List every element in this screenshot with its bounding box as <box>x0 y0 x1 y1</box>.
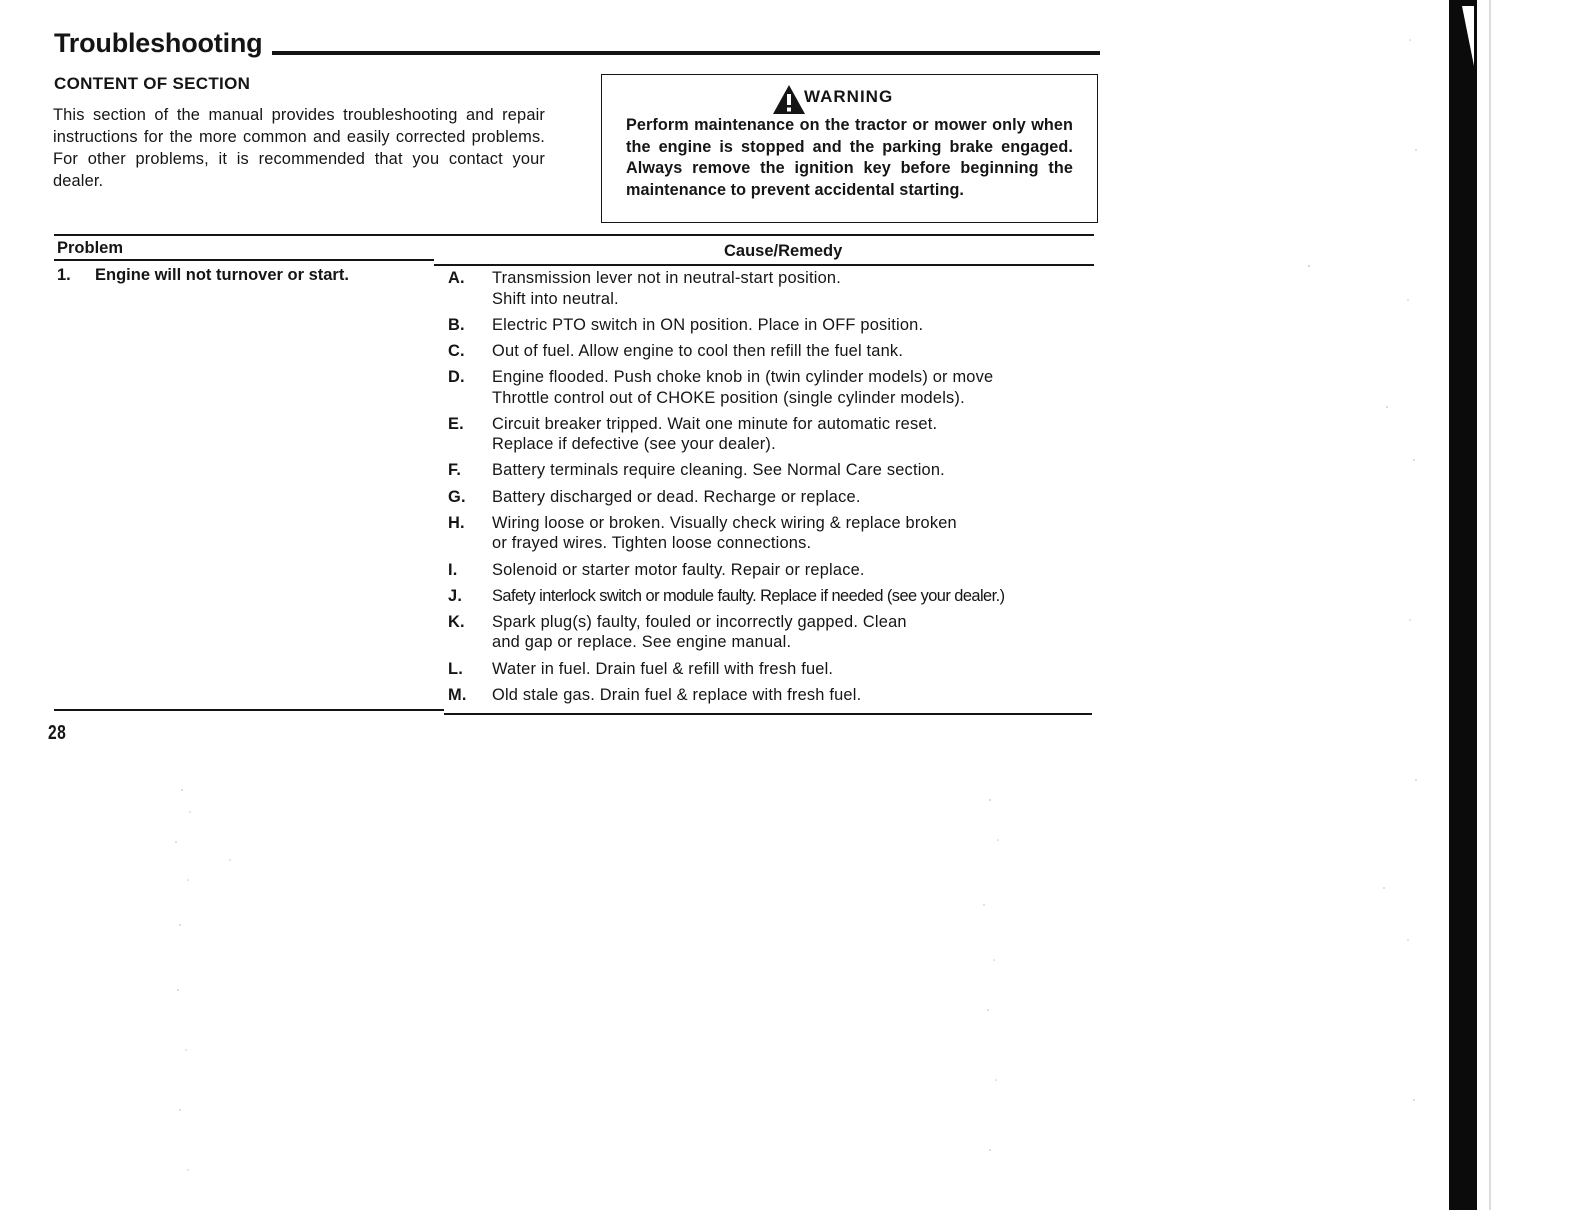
remedy-text <box>492 487 1094 508</box>
column-header-cause-remedy: Cause/Remedy <box>724 242 843 260</box>
remedy-line-1: Battery terminals require cleaning. See Normal Care section. <box>492 461 945 480</box>
remedy-text <box>492 268 1094 309</box>
remedy-item <box>444 268 1094 309</box>
remedy-text <box>492 586 1094 607</box>
table-top-rule <box>54 234 1094 236</box>
remedy-item <box>444 685 1094 706</box>
remedy-line-1: Safety interlock switch or module faulty. Replace if needed (see your dealer.) <box>492 586 1005 605</box>
remedy-item <box>444 586 1094 607</box>
warning-header <box>772 81 893 115</box>
remedy-line-1: Out of fuel. Allow engine to cool then refill the fuel tank. <box>492 341 904 360</box>
remedy-text <box>492 367 1094 408</box>
remedy-text <box>492 612 1094 653</box>
remedy-item <box>444 659 1094 680</box>
remedy-line-1: Wiring loose or broken. Visually check wiring & replace broken <box>492 513 957 532</box>
remedy-line-2: Throttle control out of CHOKE position (single cylinder models). <box>492 388 965 407</box>
remedy-line-1: Solenoid or starter motor faulty. Repair or replace. <box>492 560 865 579</box>
remedy-line-1: Battery discharged or dead. Recharge or replace. <box>492 487 861 506</box>
remedy-text <box>492 460 1094 481</box>
remedy-letter: L. <box>448 659 463 678</box>
remedy-letter: A. <box>448 269 465 287</box>
remedy-line-2: Shift into neutral. <box>492 289 619 308</box>
remedy-line-2: and gap or replace. See engine manual. <box>492 633 792 652</box>
remedy-line-1: Electric PTO switch in ON position. Place in OFF position. <box>492 315 924 334</box>
remedy-item <box>444 612 1094 653</box>
problem-number: 1. <box>57 266 71 284</box>
warning-triangle-icon <box>772 83 806 115</box>
column-header-problem-rule <box>54 259 434 261</box>
remedy-letter: K. <box>448 612 465 631</box>
binding-strip <box>1449 0 1477 1210</box>
remedy-item <box>444 414 1094 455</box>
remedy-letter: H. <box>448 513 465 532</box>
remedy-text <box>492 685 1094 706</box>
page-title: Troubleshooting <box>54 28 263 58</box>
binding-edge <box>1489 0 1491 1210</box>
remedy-text <box>492 315 1094 336</box>
problem-item <box>57 266 349 285</box>
remedy-letter: G. <box>448 487 466 506</box>
remedy-line-1: Engine flooded. Push choke knob in (twin cylinder models) or move <box>492 368 994 387</box>
title-rule <box>272 51 1100 55</box>
remedy-letter: I. <box>448 560 458 579</box>
remedy-text <box>492 659 1094 680</box>
remedy-list <box>444 268 1094 711</box>
remedy-line-2: Replace if defective (see your dealer). <box>492 435 776 454</box>
remedy-line-1: Water in fuel. Drain fuel & refill with fresh fuel. <box>492 659 834 678</box>
table-bottom-rule-left <box>54 709 444 711</box>
remedy-text <box>492 513 1094 554</box>
warning-label: WARNING <box>804 87 894 106</box>
table-bottom-rule <box>444 713 1092 715</box>
remedy-line-1: Old stale gas. Drain fuel & replace with fresh fuel. <box>492 685 862 704</box>
remedy-letter: C. <box>448 341 465 360</box>
remedy-line-1: Transmission lever not in neutral-start position. <box>492 269 841 287</box>
column-header-cause-rule <box>434 264 1094 266</box>
remedy-letter: M. <box>448 685 467 704</box>
warning-box <box>601 74 1098 223</box>
remedy-item <box>444 341 1094 362</box>
remedy-letter: F. <box>448 461 462 480</box>
warning-text: Perform maintenance on the tractor or mower only when the engine is stopped and the parking brake engaged. Always remove the ignition key before beginning the maintenance to prevent accidental starting. <box>626 116 1073 199</box>
page-number: 28 <box>48 722 67 744</box>
remedy-item <box>444 315 1094 336</box>
intro-paragraph: This section of the manual provides troubleshooting and repair instructions for the more common and easily corrected problems. For other problems, it is recommended that you contact your dealer. <box>53 106 545 190</box>
column-header-problem: Problem <box>57 239 124 257</box>
remedy-letter: B. <box>448 315 465 334</box>
remedy-line-1: Spark plug(s) faulty, fouled or incorrectly gapped. Clean <box>492 612 907 631</box>
remedy-line-2: or frayed wires. Tighten loose connections. <box>492 534 812 553</box>
remedy-letter: E. <box>448 414 464 433</box>
remedy-item <box>444 460 1094 481</box>
remedy-text <box>492 341 1094 362</box>
remedy-text <box>492 414 1094 455</box>
remedy-letter: D. <box>448 368 465 387</box>
problem-text: Engine will not turnover or start. <box>95 266 349 284</box>
remedy-item <box>444 513 1094 554</box>
remedy-item <box>444 487 1094 508</box>
section-heading: CONTENT OF SECTION <box>54 74 251 93</box>
remedy-item <box>444 367 1094 408</box>
remedy-letter: J. <box>448 586 463 605</box>
remedy-text <box>492 560 1094 581</box>
remedy-line-1: Circuit breaker tripped. Wait one minute for automatic reset. <box>492 414 938 433</box>
remedy-item <box>444 560 1094 581</box>
